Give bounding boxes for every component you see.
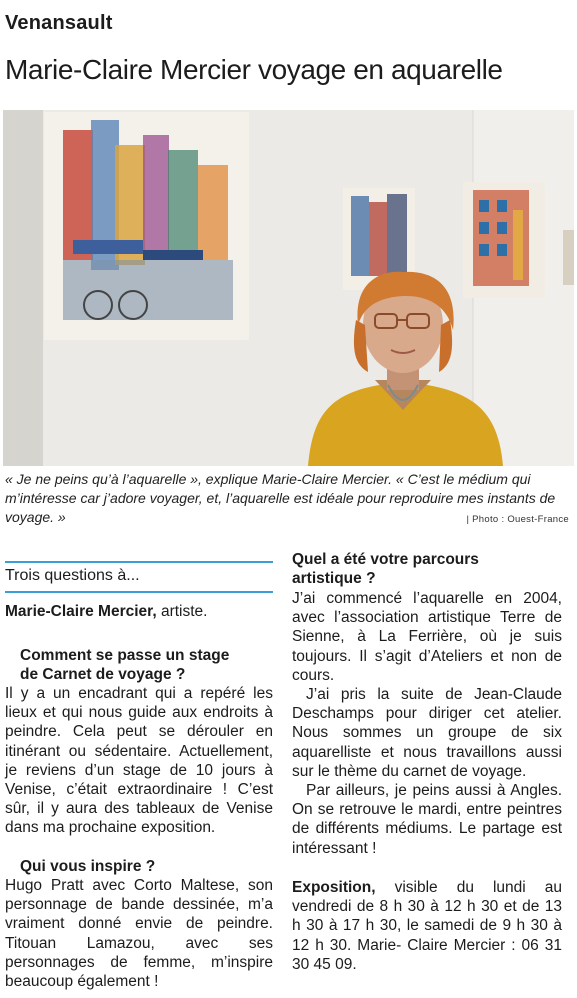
photo-credit: | Photo : Ouest-France — [466, 514, 569, 525]
photo-illustration — [3, 110, 574, 466]
locality-label: Venansault — [5, 12, 113, 34]
answer-3 — [292, 589, 562, 858]
answer-3-paragraph-1: J’ai commencé l’aquarelle en 2004, avec l’association artistique Terre de Sienne, à La Ferrière, où je suis toujours. Il s’agit d’Ateliers et non de cours. — [292, 590, 562, 684]
question-1-line-2: de Carnet de voyage ? — [20, 666, 186, 683]
answer-2-text: Hugo Pratt avec Corto Maltese, son personnage de bande dessinée, m’a vraiment donné envie de peindre. Titouan Lamazou, avec ses personnages de femme, m’inspire beaucoup également ! — [5, 877, 273, 991]
answer-2 — [5, 876, 273, 991]
question-1 — [20, 646, 229, 684]
interviewee-line — [5, 603, 207, 621]
answer-1 — [5, 684, 273, 838]
box-rule-bottom — [5, 591, 273, 593]
question-1-line-1: Comment se passe un stage — [20, 647, 230, 664]
answer-1-text: Il y a un encadrant qui a repéré les lieux et qui nous guide aux endroits à peindre. Cela peut se dérouler en itinérant ou sédentaire. Actuellement, je reviens d’un stage de 10 jours à Venise, c’était extraordinaire ! C’est sûr, il y aura des tableaux de Venise dans ma prochaine exposition. — [5, 685, 273, 837]
exhibition-info — [292, 878, 562, 974]
small-painting-right — [463, 182, 545, 298]
interviewee-name: Marie-Claire Mercier, — [5, 603, 157, 620]
question-3 — [292, 550, 479, 588]
section-title: Trois questions à... — [5, 567, 140, 584]
answer-3-paragraph-3: Par ailleurs, je peins aussi à Angles. On se retrouve le mardi, entre peintres de différents médiums. Le partage est intéressant ! — [292, 782, 562, 857]
exhibition-details: visible du lundi au vendredi de 8 h 30 à 12 h 30 et de 13 h 30 à 17 h 30, le samedi de 9 h 30 à 12 h 30. Marie- Claire Mercier : 06 31 30 45 09. — [292, 879, 562, 973]
question-2 — [20, 857, 155, 876]
article-photo — [3, 110, 574, 466]
question-3-line-1: Quel a été votre parcours — [292, 551, 479, 568]
box-rule-top — [5, 561, 273, 563]
page-title: Marie-Claire Mercier voyage en aquarelle — [5, 54, 503, 85]
answer-3-paragraph-2: J’ai pris la suite de Jean-Claude Deschamps pour diriger cet atelier. Nous sommes un groupe de six aquarelliste et nous travaillons aussi sur le thème du carnet de voyage. — [292, 686, 562, 780]
interviewee-role: artiste. — [156, 603, 208, 620]
question-2-line-1: Qui vous inspire ? — [20, 858, 156, 875]
large-painting — [44, 112, 249, 340]
question-3-line-2: artistique ? — [292, 570, 376, 587]
photo-caption: « Je ne peins qu’à l’aquarelle », explique Marie-Claire Mercier. « C’est le médium qui m’intéresse car j’adore voyager, et, l’aquarelle est idéale pour reproduire mes instants de voyage. » — [5, 471, 556, 525]
exhibition-label: Exposition, — [292, 879, 376, 896]
